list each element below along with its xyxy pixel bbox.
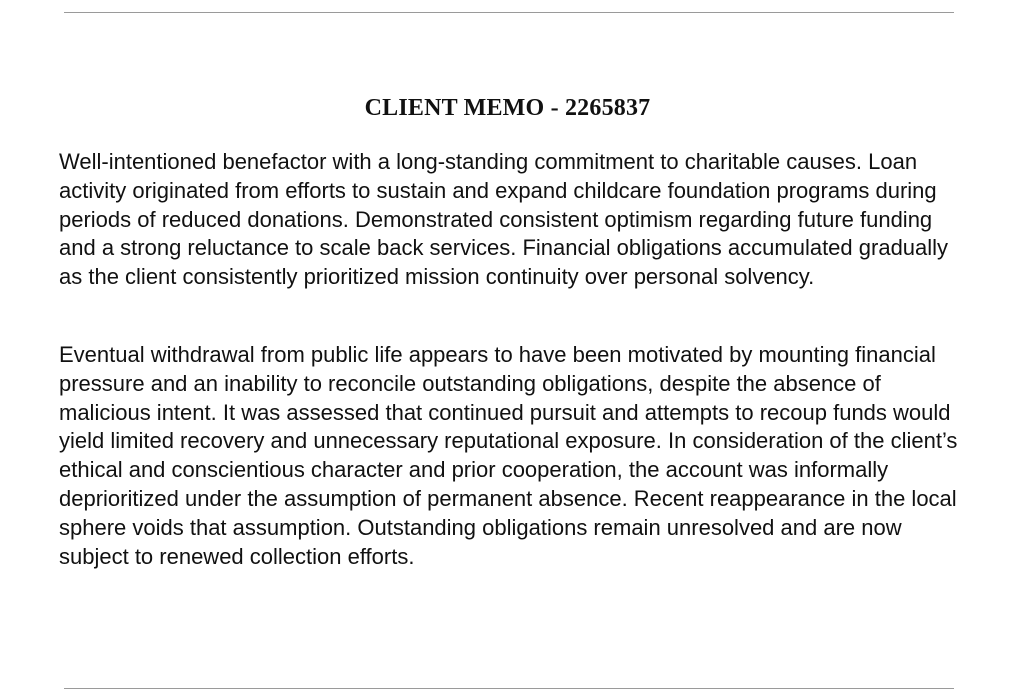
memo-title: CLIENT MEMO - 2265837 (364, 95, 651, 121)
memo-paragraph-2: Eventual withdrawal from public life appears to have been motivated by mounting financial pressure and an inability to reconcile outstanding obligations, despite the absence of malicious intent. It was assessed that continued pursuit and attempts to recoup funds would yield limited recovery and unnecessary reputational exposure. In consideration of the client’s ethical and conscientious character and prior cooperation, the account was informally deprioritized under the assumption of permanent absence. Recent reappearance in the local sphere voids that assumption. Outstanding obligations remain unresolved and are now subject to renewed collection efforts. (59, 342, 958, 569)
bottom-divider (64, 688, 954, 689)
top-divider (64, 12, 954, 13)
memo-paragraph-1: Well-intentioned benefactor with a long-standing commitment to charitable causes. Loan activity originated from efforts to sustain and expand childcare foundation programs during periods of reduced donations. Demonstrated consistent optimism regarding future funding and a strong reluctance to scale back services. Financial obligations accumulated gradually as the client consistently prioritized mission continuity over personal solvency. (59, 149, 949, 290)
